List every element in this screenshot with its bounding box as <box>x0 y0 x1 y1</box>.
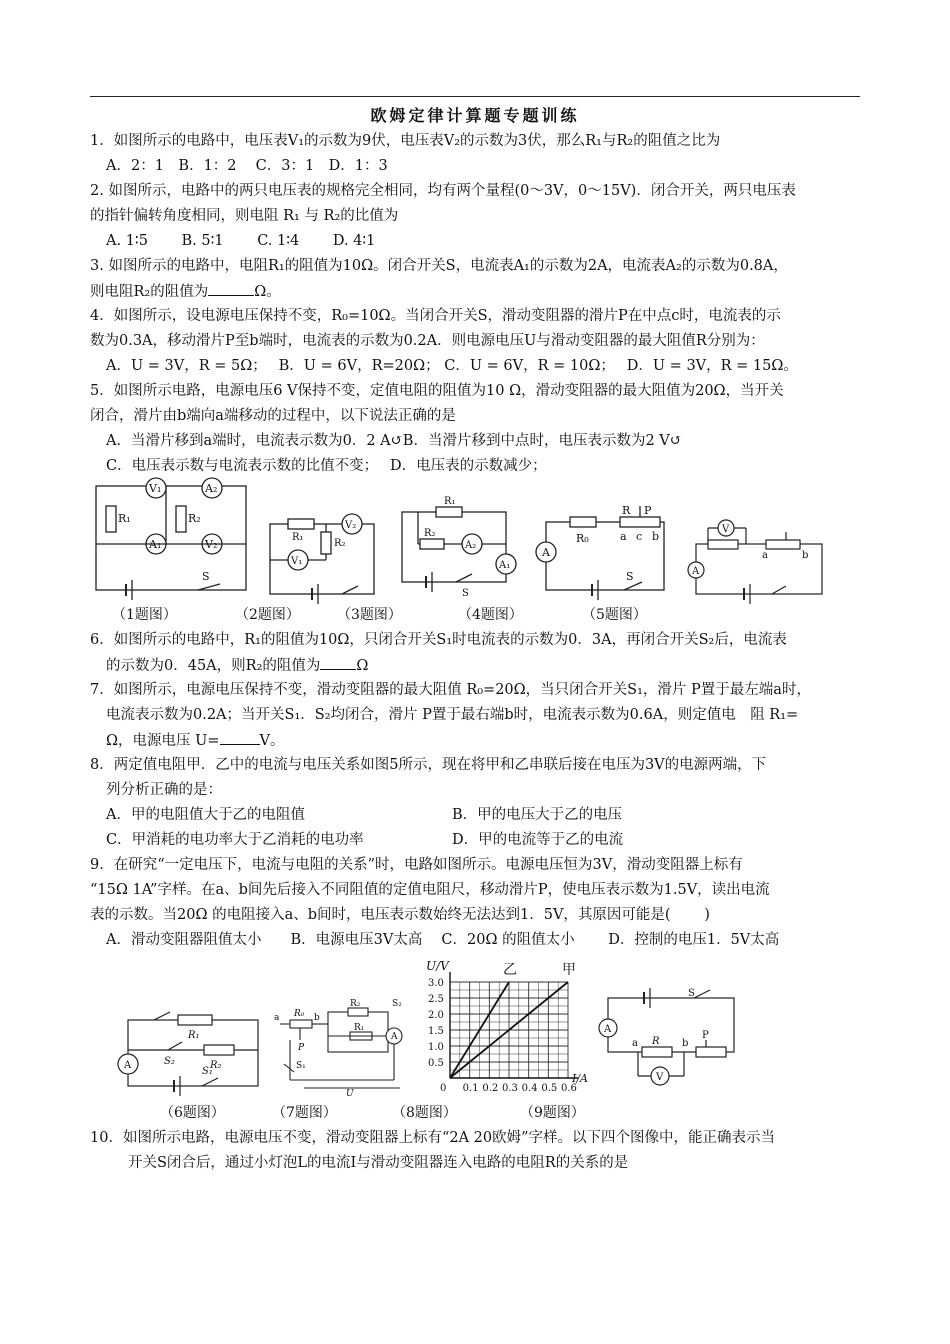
fig6-circuit <box>114 1010 264 1096</box>
q5-options-cd: C．电压表示数与电流表示数的比值不变； D．电压表的示数减少； <box>106 458 547 474</box>
q1-text: 1．如图所示的电路中，电压表V₁的示数为9伏，电压表V₂的示数为3伏，那么R₁与R₂的阻值之比为 <box>90 133 721 149</box>
q3-line1: 3. 如图所示的电路中，电阻R₁的阻值为10Ω。闭合开关S，电流表A₁的示数为2A，电流表A₂的示数为0.8A， <box>90 258 788 274</box>
fig1-label-v1: V₁ <box>149 482 162 495</box>
q4-options: A．U = 3V，R = 5Ω； B．U = 6V，R=20Ω； C．U = 6V，R = 10Ω； D．U = 3V，R = 15Ω。 <box>106 358 798 374</box>
caption-fig4: （4题图） <box>458 607 523 623</box>
fig4-label-r0: R₀ <box>576 532 589 545</box>
q5-options-ab: A．当滑片移到a端时，电流表示数为0．2 A↺B．当滑片移到中点时，电压表示数为2 V↺ <box>106 433 682 449</box>
fig1-label-s: S <box>202 570 210 583</box>
chart-y-tick-label: 2.5 <box>428 994 444 1005</box>
fig7-label-a: a <box>274 1013 280 1023</box>
q7-line3 <box>106 730 285 751</box>
q5-line1: 5．如图所示电路，电源电压6 V保持不变，定值电阻的阻值为10 Ω，滑动变阻器的最大阻值为20Ω，当开关 <box>90 383 784 399</box>
caption-fig6: （6题图） <box>160 1105 225 1121</box>
fig7-label-s1: S₁ <box>296 1061 306 1071</box>
caption-fig2: （2题图） <box>235 607 300 623</box>
fig5-label-ammeter: A <box>692 566 700 577</box>
q9-line2: “15Ω 1A”字样。在a、b间先后接入不同阻值的定值电阻尺，移动滑片P，使电压表示数为1.5V，读出电流 <box>90 882 770 898</box>
fig2-label-r2: R₂ <box>334 538 346 549</box>
fig1-label-v2: V₂ <box>205 538 218 551</box>
fig6-label-s1: S₁ <box>202 1066 213 1077</box>
chart-ylabel: U/V <box>426 959 449 973</box>
q10-line1: 10．如图所示电路，电源电压不变，滑动变阻器上标有“2A 20欧姆”字样。以下四个图像中，能正确表示当 <box>90 1130 776 1146</box>
q8-option-a: A．甲的电阻值大于乙的电阻值 <box>106 807 305 823</box>
q7-line3-text: Ω，电源电压 U= <box>106 733 220 749</box>
q9-line1: 9．在研究“一定电压下，电流与电阻的关系”时，电路如图所示。电源电压恒为3V，滑动变阻器上标有 <box>90 857 743 873</box>
fig6-label-s2: S₂ <box>164 1056 175 1067</box>
fig1-circuit <box>90 480 250 600</box>
chart-y-tick-label: 3.0 <box>428 978 444 989</box>
fig1-label-a1: A₁ <box>149 538 162 551</box>
fig9-label-s: S <box>688 988 695 999</box>
fig9-label-b: b <box>682 1038 689 1049</box>
caption-fig3: （3题图） <box>337 607 402 623</box>
chart-xlabel: I/A <box>572 1072 588 1085</box>
fig7-label-p: P <box>298 1043 305 1053</box>
q7-suffix: V。 <box>259 733 285 749</box>
fig4-label-b: b <box>652 530 660 543</box>
fig5-label-a: a <box>762 550 768 561</box>
fig4-label-p: P <box>644 504 652 517</box>
q1-options: A．2：1 B．1：2 C．3：1 D．1：3 <box>106 158 388 174</box>
q7-line2: 电流表示数为0.2A；当开关S₁．S₂均闭合，滑片 P置于最右端b时，电流表示数为0.6A，则定值电 阻 R₁= <box>106 707 799 723</box>
fig2-label-v2: V₂ <box>345 520 357 531</box>
q8-line1: 8．两定值电阻甲．乙中的电流与电压关系如图5所示，现在将甲和乙串联后接在电压为3V的电源两端，下 <box>90 757 767 773</box>
q6-suffix: Ω <box>356 658 369 674</box>
fig7-label-s2: S₂ <box>392 999 402 1009</box>
chart-x-tick-label: 0.2 <box>482 1083 499 1094</box>
q6-line1: 6．如图所示的电路中，R₁的阻值为10Ω，只闭合开关S₁时电流表的示数为0．3A，再闭合开关S₂后，电流表 <box>90 632 787 648</box>
fig5-circuit <box>686 514 826 600</box>
q6-answer-blank <box>320 655 356 670</box>
fig6-label-r1: R₁ <box>188 1030 200 1041</box>
fig9-circuit <box>598 988 740 1098</box>
chart-y-tick-label: 1.0 <box>428 1042 444 1053</box>
fig4-label-a: a <box>620 530 627 543</box>
q2-line2: 的指针偏转角度相同，则电阻 R₁ 与 R₂的比值为 <box>90 208 399 224</box>
fig4-label-s: S <box>626 570 634 583</box>
chart-y-tick-label: 2.0 <box>428 1010 444 1021</box>
fig4-label-ammeter: A <box>542 546 550 559</box>
chart-x-tick-label: 0.3 <box>502 1083 518 1094</box>
fig9-label-a: a <box>632 1038 638 1049</box>
fig9-label-ammeter: A <box>604 1024 612 1035</box>
q4-line2: 数为0.3A，移动滑片P至b端时，电流表的示数为0.2A．则电源电压U与滑动变阻器的最大阻值R分别为： <box>90 333 765 349</box>
q5-line2: 闭合，滑片由b端向a端移动的过程中，以下说法正确的是 <box>90 408 456 424</box>
fig7-label-b: b <box>314 1013 320 1023</box>
chart-series-label: 甲 <box>562 962 576 978</box>
fig9-label-r: R <box>652 1036 660 1047</box>
q2-line1: 2. 如图所示，电路中的两只电压表的规格完全相同，均有两个量程(0～3V，0～15V)．闭合开关，两只电压表 <box>90 183 796 199</box>
fig7-label-u: U <box>346 1089 354 1099</box>
caption-fig8: （8题图） <box>392 1105 457 1121</box>
q6-line2 <box>106 655 368 676</box>
fig7-circuit <box>270 996 412 1099</box>
q7-answer-blank <box>220 730 260 745</box>
q8-option-b: B．甲的电压大于乙的电压 <box>452 807 623 823</box>
q9-line3: 表的示数。当20Ω 的电阻接入a、b间时，电压表示数始终无法达到1．5V，其原因可能是( ) <box>90 907 710 923</box>
fig3-label-a2: A₂ <box>465 540 477 551</box>
fig3-label-r2: R₂ <box>424 528 436 539</box>
fig3-circuit <box>396 490 526 600</box>
fig3-label-s: S <box>462 588 469 599</box>
fig5-label-b: b <box>802 550 809 561</box>
caption-fig1: （1题图） <box>112 607 177 623</box>
fig1-label-a2: A₂ <box>205 482 218 495</box>
q7-line1: 7．如图所示，电源电压保持不变，滑动变阻器的最大阻值 R₀=20Ω，当只闭合开关S₁，滑片 P置于最左端a时， <box>90 682 811 698</box>
q8-line2: 列分析正确的是： <box>106 782 222 798</box>
q10-line2: 开关S闭合后，通过小灯泡L的电流I与滑动变阻器连入电路的电阻R的关系的是 <box>128 1155 629 1171</box>
fig4-label-r: R <box>622 504 631 517</box>
page-title: 欧姆定律计算题专题训练 <box>370 106 580 125</box>
q3-answer-blank <box>208 281 254 296</box>
chart-y-tick-label: 0.5 <box>428 1058 444 1069</box>
top-rule <box>90 96 860 97</box>
q8-option-c: C．甲消耗的电功率大于乙消耗的电功率 <box>106 832 364 848</box>
q3-line2 <box>90 281 281 302</box>
chart-x-tick-label: 0.5 <box>541 1083 558 1094</box>
fig7-label-r2: R₂ <box>350 999 361 1009</box>
q4-line1: 4．如图所示，设电源电压保持不变，R₀=10Ω。当闭合开关S，滑动变阻器的滑片P在中点c时，电流表的示 <box>90 308 781 324</box>
fig8-chart <box>418 960 598 1096</box>
fig6-label-r2: R₂ <box>210 1060 222 1071</box>
q2-options: A. 1∶5 B. 5∶1 C. 1∶4 D. 4∶1 <box>106 233 376 249</box>
fig1-label-r2: R₂ <box>188 512 201 525</box>
q9-options: A．滑动变阻器阻值太小 B．电源电压3V太高 C．20Ω 的阻值太小 D．控制的电压1．5V太高 <box>106 932 780 948</box>
fig2-label-r1: R₁ <box>292 532 304 543</box>
fig7-label-r1: R₁ <box>354 1023 365 1033</box>
fig2-label-v1: V₁ <box>291 556 303 567</box>
chart-x-tick-label: 0.4 <box>521 1083 538 1094</box>
fig4-label-c: c <box>636 530 643 543</box>
chart-x-tick-label: 0.6 <box>561 1083 577 1094</box>
fig4-circuit <box>536 502 672 600</box>
fig6-label-ammeter: A <box>124 1060 132 1071</box>
fig3-label-a1: A₁ <box>499 560 511 571</box>
fig7-label-r0: R₀ <box>294 1009 305 1019</box>
fig5-label-v: V <box>722 524 730 535</box>
caption-fig7: （7题图） <box>272 1105 337 1121</box>
chart-x-tick-label: 0 <box>440 1083 447 1094</box>
chart-series-label: 乙 <box>503 962 517 978</box>
fig7-label-ammeter: A <box>391 1032 398 1042</box>
q3-line2-text: 则电阻R₂的阻值为 <box>90 284 209 300</box>
q8-option-d: D．甲的电流等于乙的电流 <box>452 832 624 848</box>
caption-fig9: （9题图） <box>520 1105 585 1121</box>
caption-fig5: （5题图） <box>582 607 647 623</box>
fig9-label-v: V <box>656 1072 664 1083</box>
fig3-label-r1: R₁ <box>444 496 456 507</box>
chart-y-tick-label: 1.5 <box>428 1026 444 1037</box>
fig1-label-r1: R₁ <box>118 512 131 525</box>
q6-line2-text: 的示数为0．45A，则R₂的阻值为 <box>106 658 321 674</box>
fig2-circuit <box>266 508 378 600</box>
fig9-label-p: P <box>702 1030 709 1041</box>
q3-suffix: Ω。 <box>254 284 281 300</box>
chart-x-tick-label: 0.1 <box>462 1083 479 1094</box>
